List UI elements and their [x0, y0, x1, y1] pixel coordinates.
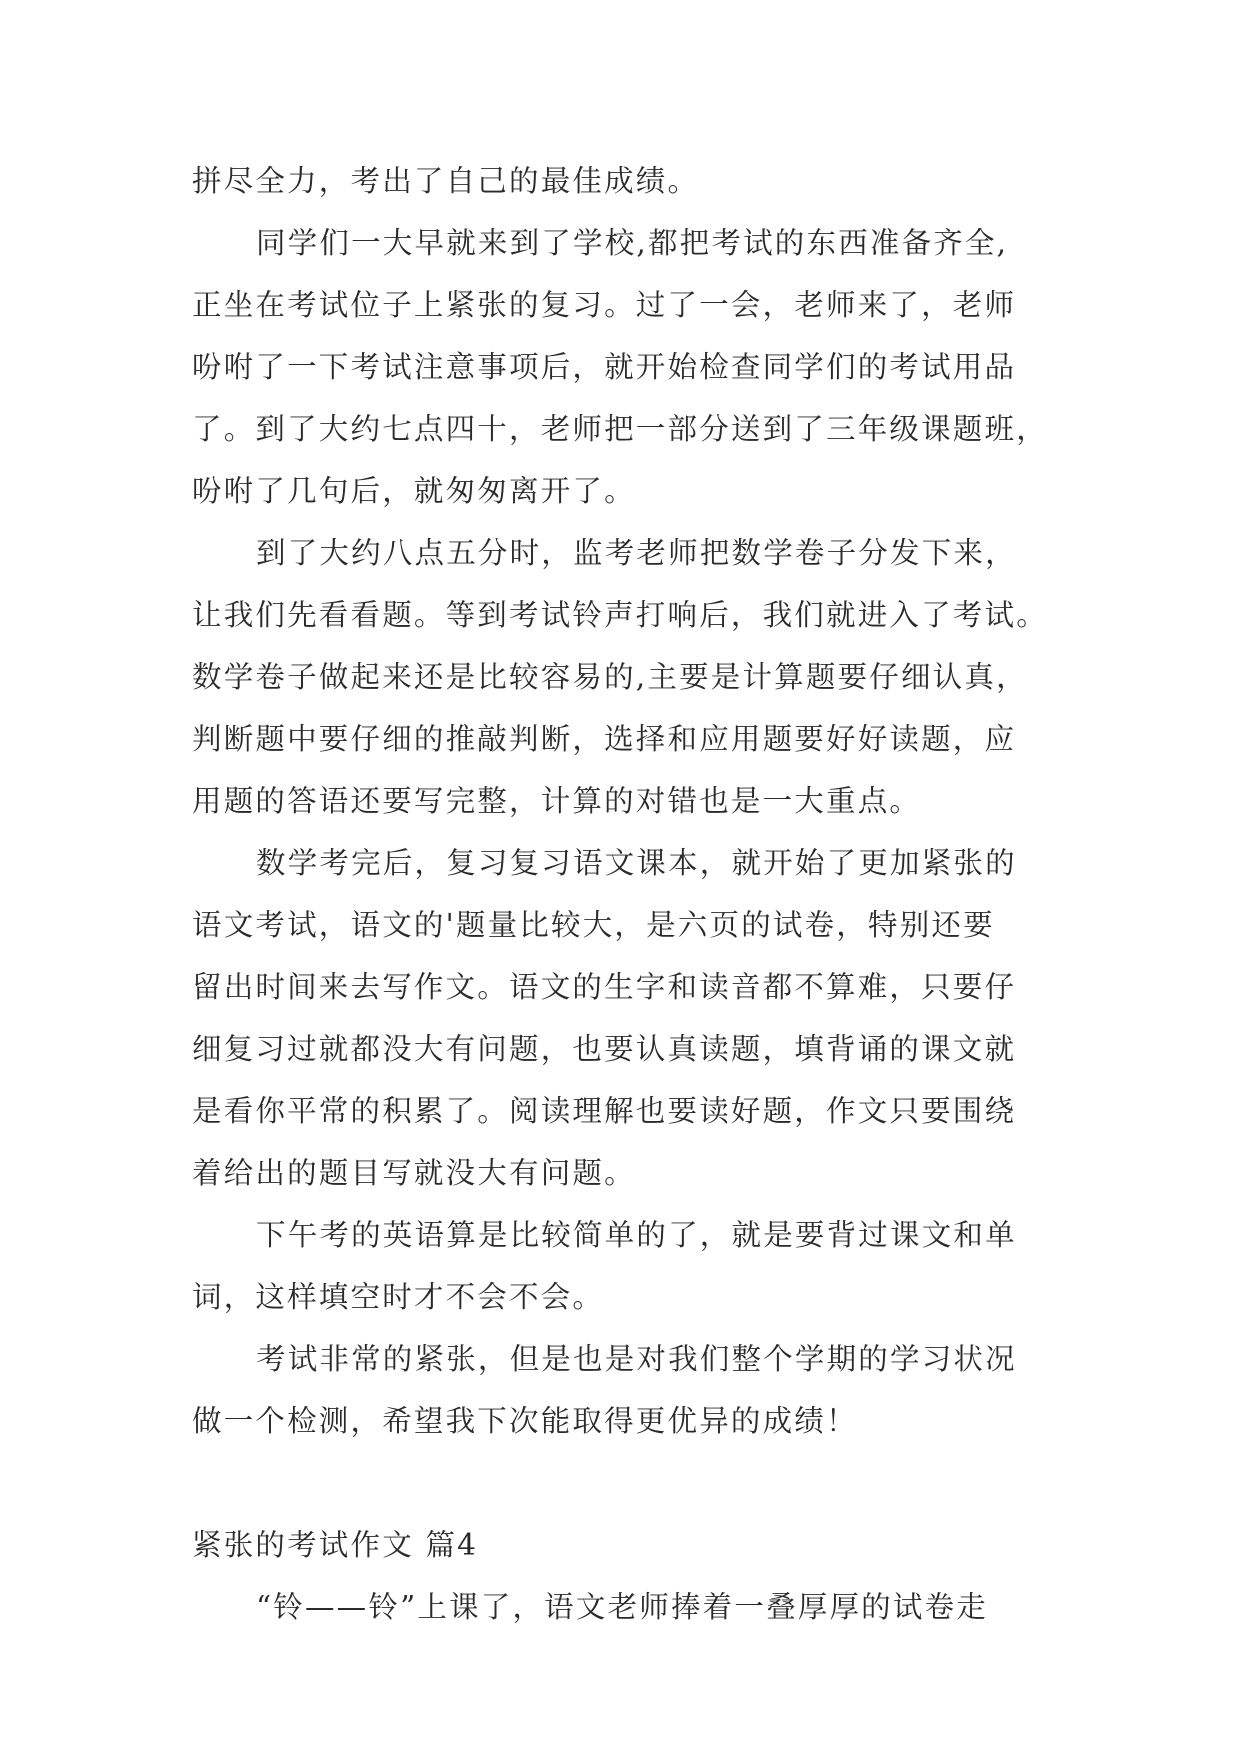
- text-line: “铃——铃”上课了，语文老师捧着一叠厚厚的试卷走: [256, 1590, 988, 1624]
- text-line: 细复习过就都没大有问题，也要认真读题，填背诵的课文就: [192, 1032, 1017, 1066]
- text-line: 吩咐了几句后，就匆匆离开了。: [192, 474, 636, 508]
- text-line: 做一个检测，希望我下次能取得更优异的成绩！: [192, 1404, 858, 1438]
- text-line: 数学卷子做起来还是比较容易的,主要是计算题要仔细认真，: [192, 660, 1028, 694]
- text-line: 留出时间来去写作文。语文的生字和读音都不算难，只要仔: [192, 970, 1017, 1004]
- text-line: 正坐在考试位子上紧张的复习。过了一会，老师来了，老师: [192, 288, 1017, 322]
- text-line: 考试非常的紧张，但是也是对我们整个学期的学习状况: [256, 1342, 1017, 1376]
- section-gap: [192, 1452, 1092, 1514]
- text-line: 吩咐了一下考试注意事项后，就开始检查同学们的考试用品: [192, 350, 1017, 384]
- text-line: 拼尽全力，考出了自己的最佳成绩。: [192, 164, 700, 198]
- text-line: 用题的答语还要写完整，计算的对错也是一大重点。: [192, 784, 922, 818]
- text-line: 让我们先看看题。等到考试铃声打响后，我们就进入了考试。: [192, 598, 1048, 632]
- document-body: [192, 150, 1092, 1638]
- text-line: 语文考试，语文的'题量比较大，是六页的试卷，特别还要: [192, 908, 995, 942]
- text-line: 是看你平常的积累了。阅读理解也要读好题，作文只要围绕: [192, 1094, 1017, 1128]
- text-line: 了。到了大约七点四十，老师把一部分送到了三年级课题班，: [192, 412, 1048, 446]
- text-line: 到了大约八点五分时，监考老师把数学卷子分发下来，: [256, 536, 1017, 570]
- text-line: 判断题中要仔细的推敲判断，选择和应用题要好好读题，应: [192, 722, 1017, 756]
- text-line: 数学考完后，复习复习语文课本，就开始了更加紧张的: [256, 846, 1017, 880]
- text-line: 着给出的题目写就没大有问题。: [192, 1156, 636, 1190]
- section-title: 紧张的考试作文 篇4: [192, 1528, 479, 1562]
- text-line: 词，这样填空时才不会不会。: [192, 1280, 605, 1314]
- text-line: 下午考的英语算是比较简单的了，就是要背过课文和单: [256, 1218, 1017, 1252]
- text-line: 同学们一大早就来到了学校,都把考试的东西准备齐全,: [256, 226, 1009, 260]
